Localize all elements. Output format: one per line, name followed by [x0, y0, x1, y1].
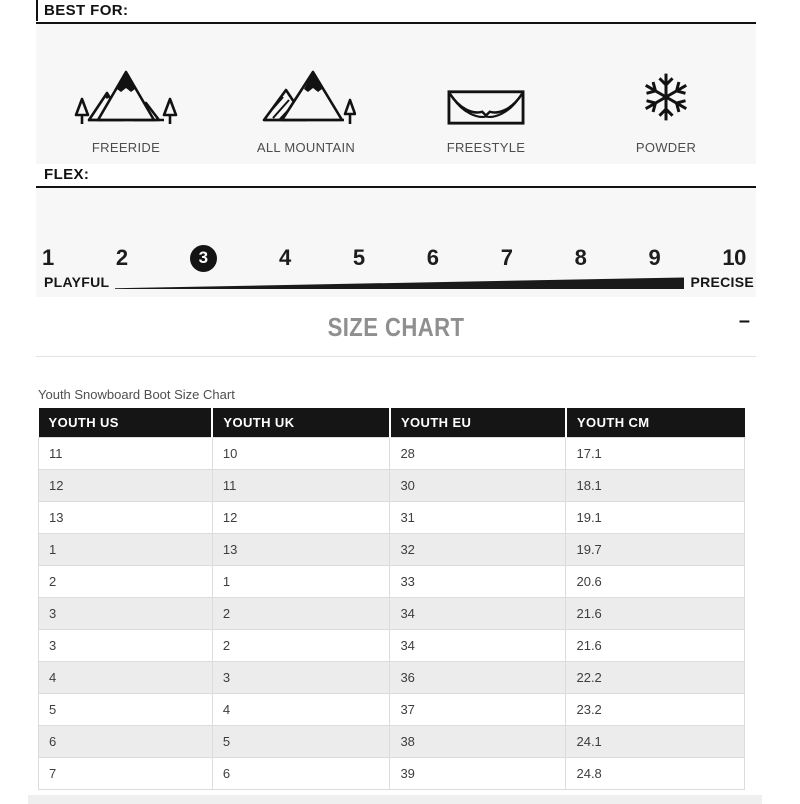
size-table-cell: 6 — [39, 726, 213, 758]
size-table-cell: 18.1 — [566, 470, 745, 502]
size-table-cell: 6 — [212, 758, 390, 790]
flex-scale-endpoints — [36, 272, 756, 290]
size-table-cell: 23.2 — [566, 694, 745, 726]
flex-scale-number: 5 — [352, 245, 365, 270]
size-table-cell: 22.2 — [566, 662, 745, 694]
size-table-cell: 2 — [212, 598, 390, 630]
size-table-row — [39, 662, 745, 694]
size-table-cell: 17.1 — [566, 438, 745, 470]
best-for-label: FREESTYLE — [446, 140, 526, 155]
size-table-cell: 2 — [212, 630, 390, 662]
size-table-row — [39, 502, 745, 534]
size-table-row — [39, 470, 745, 502]
size-table-cell: 34 — [390, 630, 566, 662]
best-for-label: ALL MOUNTAIN — [256, 140, 356, 155]
best-for-item — [396, 24, 576, 164]
size-table-cell: 31 — [390, 502, 566, 534]
size-table-cell: 32 — [390, 534, 566, 566]
flex-scale-number: 1 — [42, 245, 54, 270]
size-table-row — [39, 534, 745, 566]
size-table-cell: 21.6 — [566, 598, 745, 630]
flex-precise-label: PRECISE — [690, 274, 754, 290]
size-table-cell: 34 — [390, 598, 566, 630]
snowflake-icon — [639, 68, 693, 126]
size-column-header: YOUTH CM — [566, 408, 745, 438]
size-table-cell: 28 — [390, 438, 566, 470]
size-column-header: YOUTH EU — [390, 408, 566, 438]
size-table-cell: 11 — [212, 470, 390, 502]
flex-scale-number: 4 — [278, 245, 291, 270]
size-table-row — [39, 438, 745, 470]
size-table-cell: 5 — [39, 694, 213, 726]
size-table-row — [39, 726, 745, 758]
size-table-cell: 11 — [39, 438, 213, 470]
size-table-cell: 37 — [390, 694, 566, 726]
flex-scale-number: 8 — [574, 245, 587, 270]
youth-boot-size-table — [38, 408, 745, 790]
flex-scale — [36, 188, 756, 272]
flex-scale-number: 2 — [115, 245, 128, 270]
size-table-cell: 19.1 — [566, 502, 745, 534]
size-chart-section-header — [36, 297, 756, 357]
flex-wedge-bar — [115, 276, 684, 289]
best-for-label: POWDER — [635, 140, 697, 155]
best-for-icon-band — [36, 24, 756, 164]
halfpipe-icon — [446, 88, 526, 126]
size-table-cell: 36 — [390, 662, 566, 694]
section-left-border — [36, 0, 38, 21]
size-table-row — [39, 630, 745, 662]
size-table-cell: 1 — [212, 566, 390, 598]
size-chart-title: SIZE CHART — [327, 312, 465, 342]
size-table-cell: 39 — [390, 758, 566, 790]
flex-scale-number: 9 — [648, 245, 661, 270]
size-table-cell: 19.7 — [566, 534, 745, 566]
size-table-cell: 33 — [390, 566, 566, 598]
size-table-cell: 2 — [39, 566, 213, 598]
size-table-cell: 3 — [39, 598, 213, 630]
size-table-cell: 38 — [390, 726, 566, 758]
flex-scale-number: 7 — [500, 245, 513, 270]
flex-scale-number-selected: 3 — [190, 245, 217, 272]
best-for-item — [36, 24, 216, 164]
freeride-mountain-icon — [74, 64, 178, 126]
flex-rating-band — [36, 188, 756, 297]
size-table-row — [39, 758, 745, 790]
flex-scale-number: 6 — [426, 245, 439, 270]
flex-playful-label: PLAYFUL — [44, 274, 110, 290]
size-table-cell: 4 — [212, 694, 390, 726]
size-table-cell: 30 — [390, 470, 566, 502]
size-table-row — [39, 694, 745, 726]
size-table-cell: 13 — [212, 534, 390, 566]
size-column-header: YOUTH US — [39, 408, 213, 438]
size-table-cell: 24.8 — [566, 758, 745, 790]
product-details-panel — [36, 0, 756, 804]
best-for-item — [216, 24, 396, 164]
size-column-header: YOUTH UK — [212, 408, 390, 438]
size-table-cell: 1 — [39, 534, 213, 566]
size-table-cell: 12 — [212, 502, 390, 534]
size-table-cell: 5 — [212, 726, 390, 758]
size-table-cell: 24.1 — [566, 726, 745, 758]
size-table-cell: 3 — [212, 662, 390, 694]
size-table-cell: 10 — [212, 438, 390, 470]
collapse-size-chart-button[interactable]: – — [738, 310, 750, 332]
best-for-label: FREERIDE — [91, 140, 161, 155]
size-table-cell: 4 — [39, 662, 213, 694]
size-table-row — [39, 566, 745, 598]
size-table-header-row — [39, 408, 745, 438]
best-for-heading: BEST FOR: — [36, 0, 756, 24]
size-table-cell: 13 — [39, 502, 213, 534]
size-table-cell: 21.6 — [566, 630, 745, 662]
size-table-cell: 3 — [39, 630, 213, 662]
flex-scale-number: 10 — [722, 245, 746, 270]
flex-heading: FLEX: — [36, 164, 756, 188]
size-table-row — [39, 598, 745, 630]
size-table-cell: 12 — [39, 470, 213, 502]
best-for-item — [576, 24, 756, 164]
size-table-cell: 7 — [39, 758, 213, 790]
all-mountain-icon — [256, 64, 356, 126]
size-chart-caption: Youth Snowboard Boot Size Chart — [38, 387, 235, 402]
size-table-cell: 20.6 — [566, 566, 745, 598]
